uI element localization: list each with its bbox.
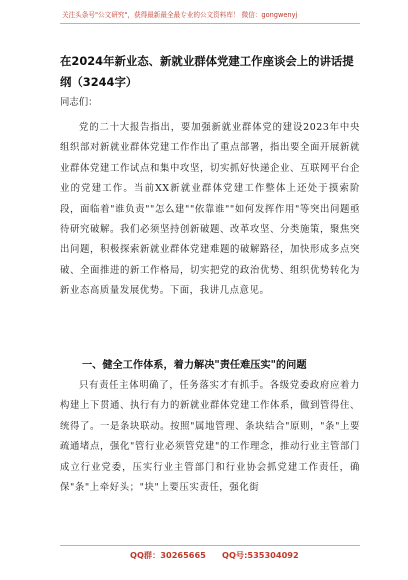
footer-qq-group: QQ群：30265665: [130, 550, 206, 560]
header-banner: 关注头条号"公文研究"，获得最新最全最专业的公文资料库！ 微信：gongwenyj: [62, 11, 298, 19]
footer-divider: [60, 545, 360, 546]
salutation: 同志们：: [60, 97, 98, 108]
body-paragraph: 只有责任主体明确了，任务落实才有抓手。各级党委政府应着力构建上下贯通、执行有力的新就业群体党建工作体系，做到管得住、统得了。一是条块联动。按照"属地管理、条块结合"原则，"条"上要疏通堵点，强化"管行业必须管党建"的工作理念，推动行业主管部门成立行业党委，压实行业主管部门和行业协会抓党建工作责任，确保"条"上牵好头；"块"上要压实责任，强化街: [60, 380, 360, 494]
footer-qq-number: QQ号:535304092: [222, 550, 299, 560]
body-paragraph: 党的二十大报告指出，要加强新就业群体党的建设2023年中央组织部对新就业群体党建工作作出了重点部署，指出要全面开展新就业群体党建工作试点和集中攻坚，切实抓好快递企业、互联网平台企业的党建工作。当前XX新就业群体党建工作整体上还处于摸索阶段，面临着"谁负责""怎么建""依靠谁""如何发挥作用"等突出问题亟待研究破解。我们必须坚持创新破题、改革攻坚、分类施策，聚焦突出问题，积极探索新就业群体党建难题的破解路径，加快形成多点突破、全面推进的新工作格局，切实把党的政治优势、组织优势转化为新业态高质量发展优势。下面，我讲几点意见。: [60, 122, 360, 297]
section-heading: 一、健全工作体系，着力解决"责任难压实"的问题: [82, 360, 307, 371]
header-divider: [60, 23, 360, 24]
document-title: 在2024年新业态、新就业群体党建工作座谈会上的讲话提纲（3244字）: [60, 54, 354, 89]
